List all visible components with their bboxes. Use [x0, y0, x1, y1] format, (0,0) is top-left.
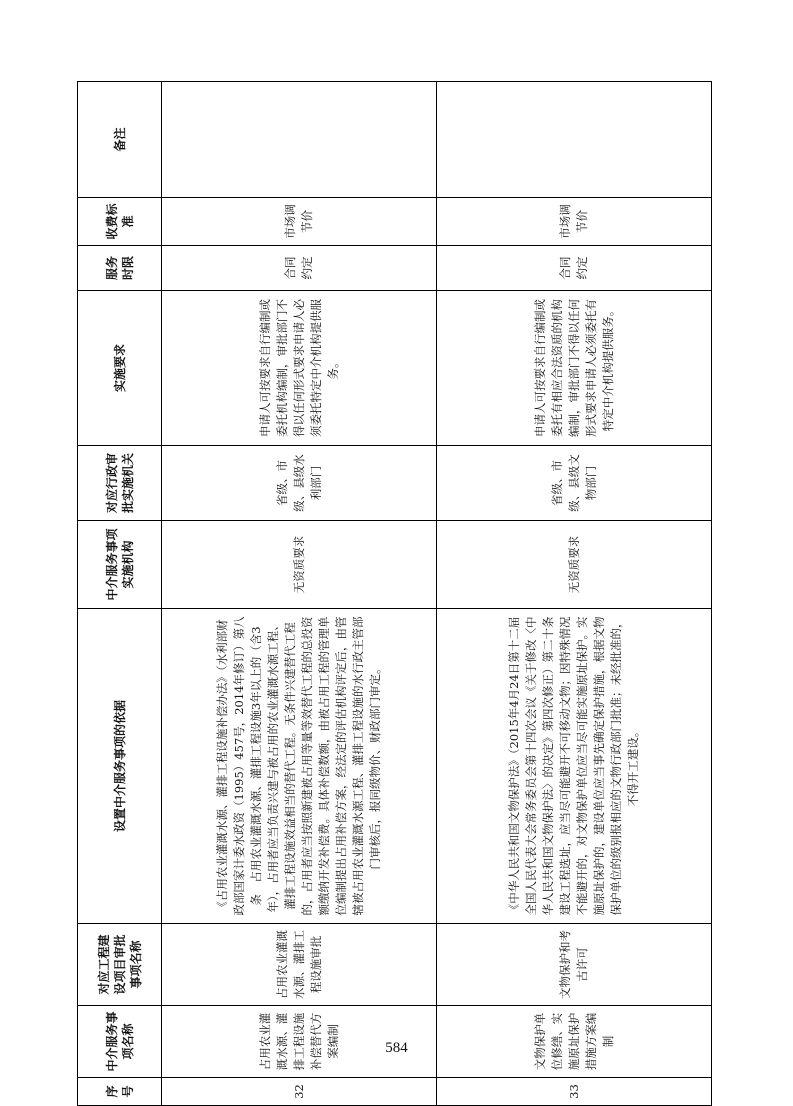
header-requirements: 实施要求	[78, 291, 162, 446]
cell-admin-org: 省级、市级、县级文物部门	[437, 446, 712, 521]
cell-remarks	[437, 82, 712, 198]
header-basis: 设置中介服务事项的依据	[78, 609, 162, 924]
table-row	[162, 82, 437, 1106]
cell-service-name: 占用农业灌溉水源、灌排工程设施补偿替代方案编制	[162, 1006, 437, 1078]
header-remarks: 备注	[78, 82, 162, 198]
header-fee-standard: 收费标准	[78, 198, 162, 246]
header-approval-item: 对应工程建设项目审批事项名称	[78, 924, 162, 1006]
cell-seq: 33	[437, 1078, 712, 1106]
cell-fee-standard: 市场调节价	[162, 198, 437, 246]
cell-approval-item: 占用农业灌溉水源、灌排工程设施审批	[162, 924, 437, 1006]
header-admin-org: 对应行政审批实施机关	[78, 446, 162, 521]
page-number: 584	[385, 1040, 408, 1056]
cell-admin-org: 省级、市级、县级水利部门	[162, 446, 437, 521]
header-service-name: 中介服务事项名称	[78, 1006, 162, 1078]
cell-service-name: 文物保护单位修缮、实施原址保护措施方案编制	[437, 1006, 712, 1078]
cell-remarks	[162, 82, 437, 198]
intermediary-services-table	[77, 81, 712, 1106]
cell-fee-standard: 市场调节价	[437, 198, 712, 246]
header-agency: 中介服务事项实施机构	[78, 521, 162, 609]
table-header-row	[78, 82, 162, 1106]
cell-seq: 32	[162, 1078, 437, 1106]
cell-basis: 《占用农业灌溉水源、灌排工程设施补偿办法》（水利部财政部国家计委水政资（1995）457号，2014年修订）第八条 占用农业灌溉水源、灌排工程设施3年以上的（含3年），占用者应当负责兴建与被占用的农业灌溉水源工程、灌排工程设施效益相当的替代工程。无条件兴建替代工程的，占用者应当按照新建被占用等量等效替代工程的总投资额缴纳开发补偿费。具体补偿数额，由被占用工程的管理单位编制提出占用补偿方案，经法定的评估机构评定后，由管辖被占用农业灌溉水源工程、灌排工程设施的水行政主管部门审核后，报同级物价、财政部门审定。	[162, 609, 437, 924]
cell-agency: 无资质要求	[437, 521, 712, 609]
header-time-limit: 服务时限	[78, 246, 162, 291]
table-row	[437, 82, 712, 1106]
cell-approval-item: 文物保护和考古许可	[437, 924, 712, 1006]
cell-basis: 《中华人民共和国文物保护法》（2015年4月24日第十二届全国人民代表大会常务委员会第十四次会议《关于修改〈中华人民共和国文物保护法〉的决定》第四次修正）第二十条 建设工程选址，应当尽可能避开不可移动文物；因特殊情况不能避开的，对文物保护单位应当尽可能实施原址保护。实施原址保护的，建设单位应当事先确定保护措施，根据文物保护单位的级别报相应的文物行政部门批准；未经批准的，不得开工建设。	[437, 609, 712, 924]
header-seq: 序号	[78, 1078, 162, 1106]
cell-time-limit: 合同约定	[162, 246, 437, 291]
cell-requirements: 申请人可按要求自行编制或委托机构编制，审批部门不得以任何形式要求申请人必须委托特定中介机构提供服务。	[162, 291, 437, 446]
rotated-table-frame	[77, 82, 711, 1106]
cell-time-limit: 合同约定	[437, 246, 712, 291]
cell-agency: 无资质要求	[162, 521, 437, 609]
cell-requirements: 申请人可按要求自行编制或委托有相应合法资质的机构编制，审批部门不得以任何形式要求申请人必须委托有特定中介机构提供服务。	[437, 291, 712, 446]
